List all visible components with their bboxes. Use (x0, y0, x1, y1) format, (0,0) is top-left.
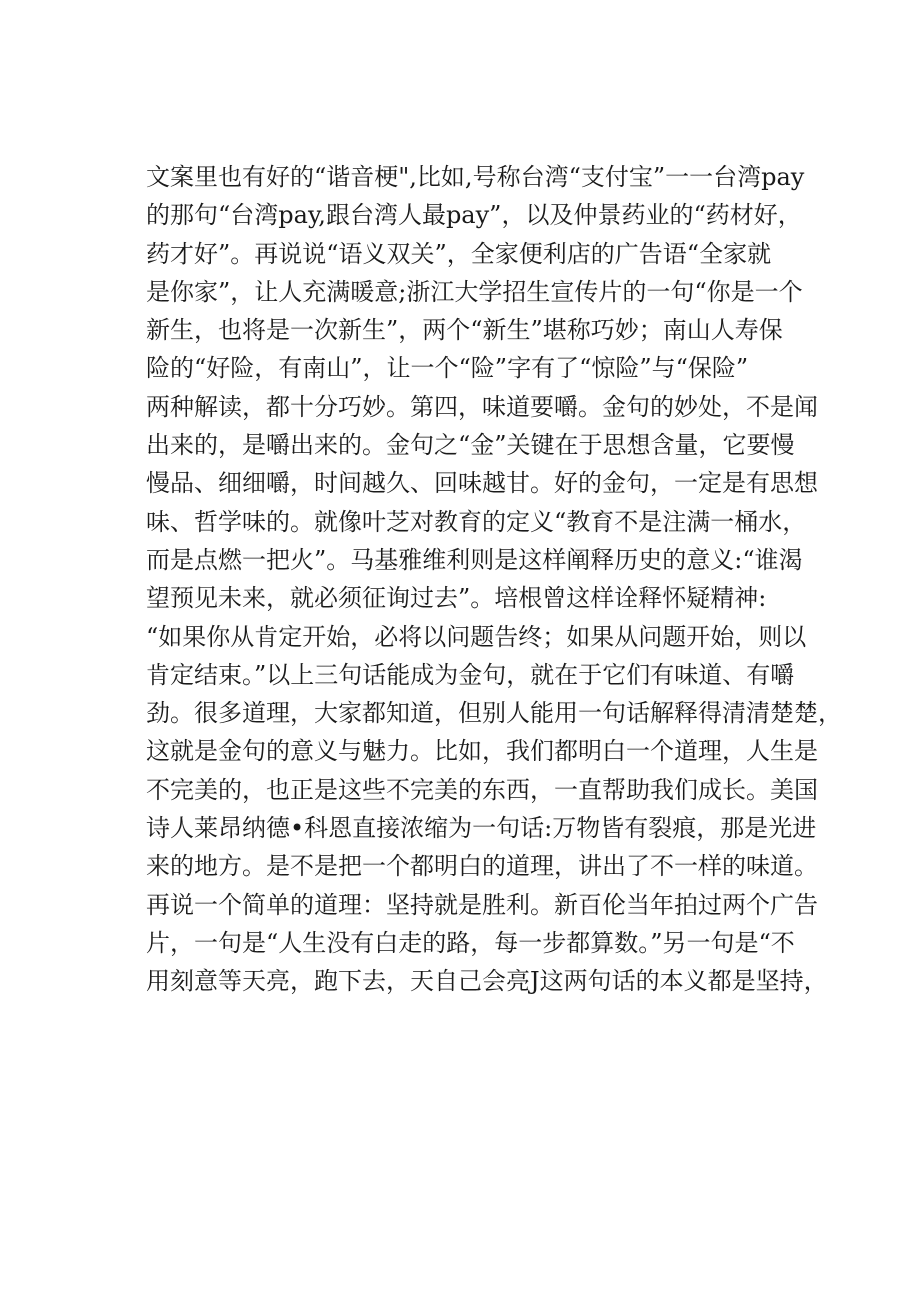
text-line: 药才好”。再说说“语义双关”，全家便利店的广告语“全家就 (146, 239, 772, 268)
body-paragraph (146, 158, 842, 1001)
text-line: 再说一个简单的道理：坚持就是胜利。新百伦当年拍过两个广告 (146, 890, 818, 919)
text-line: 诗人莱昂纳德•科恩直接浓缩为一句话:万物皆有裂痕，那是光进 (146, 814, 817, 843)
text-line: 片，一句是“人生没有白走的路，每一步都算数。”另一句是“不 (146, 928, 795, 957)
text-line: 来的地方。是不是把一个都明白的道理，讲出了不一样的味道。 (146, 852, 818, 881)
text-line: 望预见未来，就必须征询过去”。培根曾这样诠释怀疑精神: (146, 584, 767, 613)
text-line: 味、哲学味的。就像叶芝对教育的定义“教育不是注满一桶水， (146, 507, 807, 536)
text-line: 慢品、细细嚼，时间越久、回味越甘。好的金句，一定是有思想 (146, 469, 818, 498)
text-line: 是你家”，让人充满暖意;浙江大学招生宣传片的一句“你是一个 (146, 277, 803, 306)
text-line: 的那句“台湾pay,跟台湾人最pay”，以及仲景药业的“药材好， (146, 201, 802, 230)
text-line: 这就是金句的意义与魅力。比如，我们都明白一个道理，人生是 (146, 737, 818, 766)
text-line: 新生，也将是一次新生”，两个“新生”堪称巧妙；南山人寿保 (146, 316, 783, 345)
text-line: 险的“好险，有南山”，让一个“险”字有了“惊险”与“保险” (146, 354, 749, 383)
text-line: 文案里也有好的“谐音梗",比如,号称台湾“支付宝”一一台湾pay (146, 163, 805, 191)
text-line: 出来的，是嚼出来的。金句之“金”关键在于思想含量，它要慢 (146, 431, 795, 460)
text-line: 肯定结束。”以上三句话能成为金句，就在于它们有味道、有嚼 (146, 660, 795, 689)
text-line: 不完美的，也正是这些不完美的东西，一直帮助我们成长。美国 (146, 775, 818, 804)
text-line: 而是点燃一把火”。马基雅维利则是这样阐释历史的意义:“谁渴 (146, 545, 803, 574)
text-line: 劲。很多道理，大家都知道，但别人能用一句话解释得清清楚楚， (146, 699, 842, 728)
text-line: 用刻意等天亮，跑下去，天自己会亮J这两句话的本义都是坚持， (146, 967, 828, 996)
text-line: 两种解读，都十分巧妙。第四，味道要嚼。金句的妙处，不是闻 (146, 392, 818, 421)
text-line: “如果你从肯定开始，必将以问题告终；如果从问题开始，则以 (146, 622, 807, 651)
